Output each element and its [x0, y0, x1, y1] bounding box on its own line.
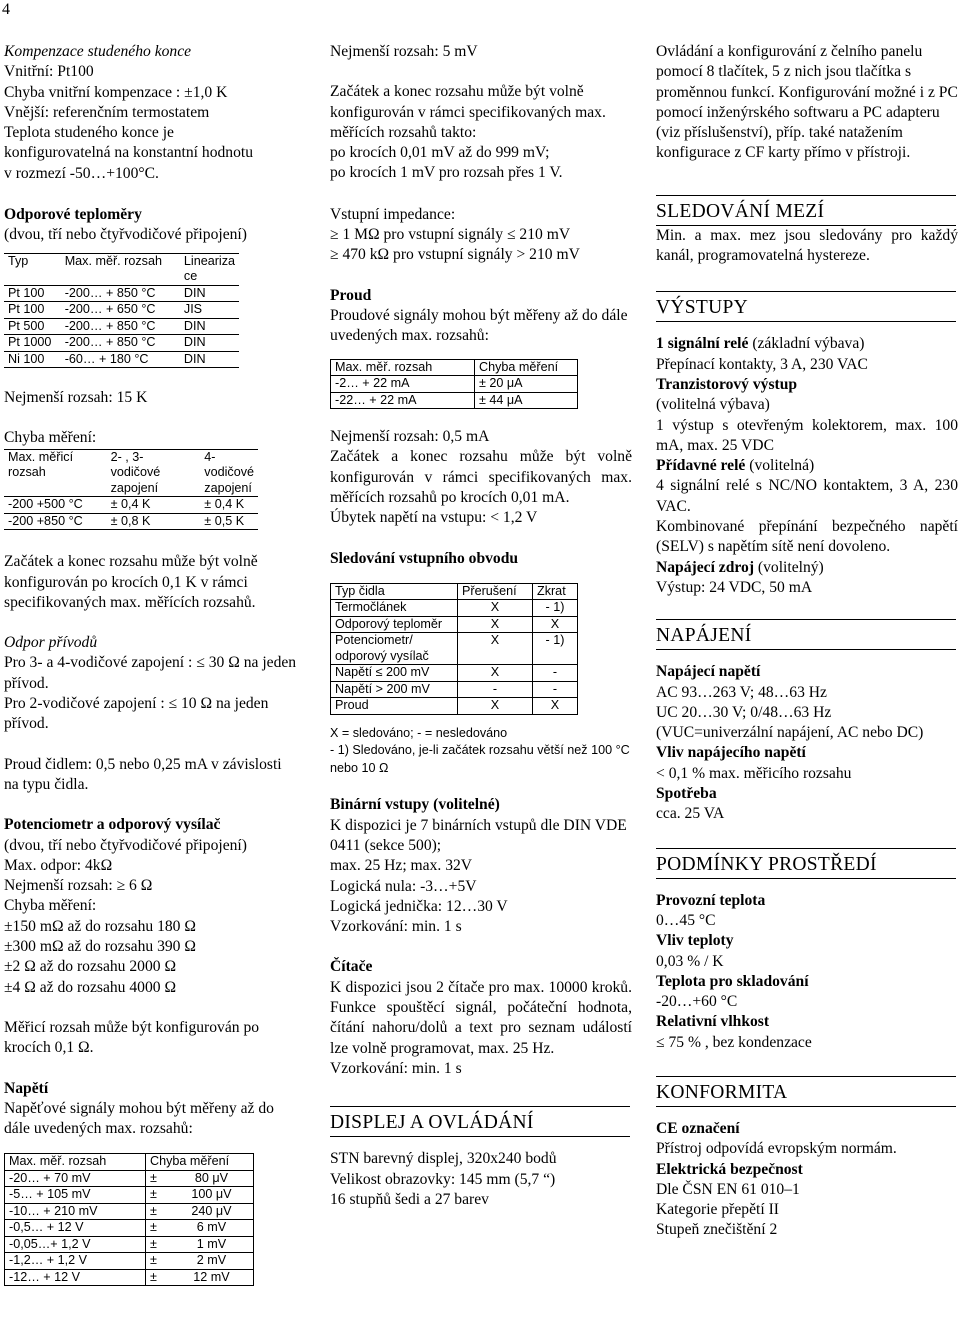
- table-cell: Napětí > 200 mV: [331, 681, 458, 698]
- table-cell: Potenciometr/ odporový vysílač: [331, 633, 458, 665]
- conformity-list: [656, 1119, 958, 1241]
- cjc-line: Chyba vnitřní kompenzace : ±1,0 K: [4, 83, 228, 101]
- env-item: [656, 992, 958, 1012]
- table-cell: Napětí ≤ 200 mV: [331, 665, 458, 682]
- term-value: -20…+60 °C: [656, 993, 738, 1011]
- heading-text: SLEDOVÁNÍ MEZÍ: [656, 200, 825, 222]
- output-item: [656, 578, 958, 598]
- pot-subtitle: (dvou, tří nebo čtyřvodičové připojení): [4, 836, 247, 854]
- table-cell: 12 mV: [170, 1269, 254, 1286]
- table-cell: Pt 100: [4, 302, 61, 319]
- term-label: Relativní vlhkost: [656, 1013, 770, 1031]
- volt-range-note: Začátek a konec rozsahu může být volně konfigurován v rámci specifikovaných max. měřících rozsahů takto:: [330, 83, 606, 141]
- table-cell: -60… + 180 °C: [61, 351, 180, 368]
- limits-heading: [656, 200, 958, 226]
- heading-text: PODMÍNKY PROSTŘEDÍ: [656, 853, 877, 875]
- env-item: [656, 952, 958, 972]
- conformity-item: [656, 1180, 958, 1200]
- table-cell: Pt 1000: [4, 335, 61, 352]
- table-row: [331, 633, 578, 665]
- table-cell: [4, 449, 107, 497]
- pot-line: ±300 mΩ až do rozsahu 390 Ω: [4, 938, 196, 956]
- table-cell: -10… + 210 mV: [5, 1203, 146, 1220]
- table-cell: ±: [146, 1236, 171, 1253]
- cjc-line: Vnitřní: Pt100: [4, 63, 94, 81]
- env-list: [656, 891, 958, 1053]
- env-item: [656, 1012, 958, 1032]
- table-cell: -200… + 850 °C: [61, 318, 180, 335]
- output-item: [656, 558, 958, 578]
- term-value: 0,03 % / K: [656, 952, 724, 970]
- heading-text: NAPÁJENÍ: [656, 625, 752, 647]
- env-item: [656, 911, 958, 931]
- header-part: Lineariza: [183, 253, 235, 268]
- header-part: 2- , 3-: [110, 449, 144, 464]
- volt-min-range: Nejmenší rozsah: 5 mV: [330, 43, 478, 60]
- volt-text: Napěťové signály mohou být měřeny až do dále uvedených max. rozsahů:: [4, 1099, 274, 1138]
- current-text: Proudové signály mohou být měřeny až do dále uvedených max. rozsahů:: [330, 306, 628, 345]
- term-label: 1 signální relé: [656, 335, 749, 353]
- power-item: [656, 804, 958, 824]
- table-cell: X: [458, 665, 533, 682]
- table-row: [5, 1187, 254, 1204]
- table-cell: ± 0,4 K: [200, 497, 258, 514]
- table-cell: 100 μV: [170, 1187, 254, 1204]
- rtd-error-table: [4, 449, 258, 531]
- table-cell: DIN: [180, 285, 239, 302]
- term-value: (volitelná): [745, 457, 815, 475]
- table-row: [4, 335, 239, 352]
- env-item: [656, 972, 958, 992]
- table-cell: DIN: [180, 318, 239, 335]
- table-cell: Max. měř. rozsah: [61, 253, 180, 285]
- conformity-item: [656, 1220, 958, 1240]
- conformity-item: [656, 1160, 958, 1180]
- table-cell: ±: [146, 1187, 171, 1204]
- term-value: UC 20…30 V; 0/48…63 Hz: [656, 703, 832, 721]
- binary-line: Logická jednička: 12…30 V: [330, 897, 508, 915]
- table-cell: -: [458, 681, 533, 698]
- term-label: Elektrická bezpečnost: [656, 1160, 803, 1178]
- table-cell: ±: [146, 1253, 171, 1270]
- table-cell: X: [458, 698, 533, 715]
- table-cell: 1 mV: [170, 1236, 254, 1253]
- term-label: Vliv napájecího napětí: [656, 744, 806, 762]
- table-row: [331, 665, 578, 682]
- term-value: (základní výbava): [748, 335, 865, 353]
- current-table: [330, 359, 578, 410]
- table-cell: Zkrat: [533, 583, 578, 600]
- header-part: Max. měřicí: [8, 449, 74, 464]
- column-middle: [330, 42, 632, 1210]
- power-heading: [656, 624, 958, 650]
- conformity-item: [656, 1119, 958, 1139]
- table-cell: Chyba měření: [475, 359, 578, 376]
- pot-note: Měřicí rozsah může být konfigurován po krocích 0,1 Ω.: [4, 1018, 260, 1057]
- table-cell: DIN: [180, 335, 239, 352]
- table-cell: X: [458, 616, 533, 633]
- power-item: [656, 764, 958, 784]
- monitor-footnote: - 1) Sledováno, je-li začátek rozsahu větší než 100 °C nebo 10 Ω: [330, 743, 630, 775]
- outputs-list: [656, 334, 958, 598]
- cjc-line: Teplota studeného konce je: [4, 124, 174, 142]
- cjc-title: Kompenzace studeného konce: [4, 43, 192, 60]
- counters-title: Čítače: [330, 958, 373, 976]
- table-cell: [180, 253, 239, 285]
- power-item: [656, 784, 958, 804]
- table-row: [4, 497, 258, 514]
- outputs-heading: [656, 296, 958, 322]
- rtd-min-range: Nejmenší rozsah: 15 K: [4, 389, 148, 407]
- power-item: [656, 662, 958, 682]
- sensor-current: Proud čidlem: 0,5 nebo 0,25 mA v závislosti na typu čidla.: [4, 755, 282, 793]
- cjc-line: Vnější: referenčním termostatem: [4, 103, 210, 121]
- table-cell: -200… + 650 °C: [61, 302, 180, 319]
- pot-line: ±4 Ω až do rozsahu 4000 Ω: [4, 978, 177, 996]
- conformity-item: [656, 1200, 958, 1220]
- table-cell: Pt 500: [4, 318, 61, 335]
- conformity-heading: [656, 1081, 958, 1107]
- table-cell: 2 mV: [170, 1253, 254, 1270]
- table-cell: -200 +500 °C: [4, 497, 107, 514]
- heading-text: VÝSTUPY: [656, 297, 749, 319]
- binary-line: Logická nula: -3…+5V: [330, 877, 477, 895]
- table-row: [331, 392, 578, 409]
- table-header-row: [331, 583, 578, 600]
- table-cell: Typ čidla: [331, 583, 458, 600]
- table-cell: ±: [146, 1170, 171, 1187]
- counters-text: K dispozici jsou 2 čítače pro max. 10000 kroků. Funkce spouštěcí signál, počáteční hodnota, čítání nahoru/dolů a text pro seznam událostí lze volně programovat, max. 25 Hz.: [330, 978, 632, 1057]
- term-value: (volitelný): [754, 558, 824, 576]
- table-cell: 80 μV: [170, 1170, 254, 1187]
- term-value: < 0,1 % max. měřicího rozsahu: [656, 764, 852, 782]
- display-line: Velikost obrazovky: 145 mm (5,7 “): [330, 1170, 556, 1188]
- output-item: [656, 375, 958, 395]
- table-cell: -22… + 22 mA: [331, 392, 475, 409]
- table-cell: Ni 100: [4, 351, 61, 368]
- table-header-row: [4, 449, 258, 497]
- header-part: 4-vodičové: [204, 449, 255, 480]
- volt-step: po krocích 1 mV pro rozsah přes 1 V.: [330, 164, 563, 182]
- term-value: Kombinované přepínání bezpečného napětí (SELV) s napětím sítě není dovoleno.: [656, 518, 958, 556]
- table-row: [331, 681, 578, 698]
- table-cell: Proud: [331, 698, 458, 715]
- table-cell: [200, 449, 258, 497]
- table-cell: X: [458, 633, 533, 665]
- current-range-note: Začátek a konec rozsahu může být volně konfigurován v rámci specifikovaných max. měřících rozsahů po krocích 0,01 mA.: [330, 448, 632, 506]
- header-part: vodičové: [110, 465, 161, 480]
- table-cell: ±: [146, 1203, 171, 1220]
- table-row: [4, 513, 258, 530]
- table-cell: -5… + 105 mV: [5, 1187, 146, 1204]
- table-row: [331, 600, 578, 617]
- power-item: [656, 723, 958, 743]
- heading-text: KONFORMITA: [656, 1081, 788, 1103]
- term-label: Vliv teploty: [656, 932, 734, 950]
- env-item: [656, 1033, 958, 1053]
- table-cell: JIS: [180, 302, 239, 319]
- term-value: ≤ 75 % , bez kondenzace: [656, 1033, 812, 1051]
- conformity-item: [656, 1139, 958, 1159]
- lead-title: Odpor přívodů: [4, 634, 98, 652]
- table-row: [4, 285, 239, 302]
- table-cell: X: [533, 698, 578, 715]
- page-number: 4: [2, 1, 10, 18]
- output-item: [656, 476, 958, 517]
- table-row: [4, 302, 239, 319]
- term-value: AC 93…263 V; 48…63 Hz: [656, 683, 827, 701]
- limits-text: Min. a max. mez jsou sledovány pro každý kanál, programovatelná hystereze.: [656, 226, 958, 265]
- table-cell: Typ: [4, 253, 61, 285]
- term-value: Přístroj odpovídá evropským normám.: [656, 1140, 897, 1158]
- header-part: zapojení: [204, 480, 252, 495]
- volt-title: Napětí: [4, 1079, 49, 1097]
- impedance-line: ≥ 1 MΩ pro vstupní signály ≤ 210 mV: [330, 226, 571, 244]
- env-item: [656, 891, 958, 911]
- current-drop: Úbytek napětí na vstupu: < 1,2 V: [330, 509, 538, 527]
- term-value: cca. 25 VA: [656, 805, 725, 823]
- term-label: Spotřeba: [656, 785, 717, 803]
- term-label: Napájecí zdroj: [656, 558, 755, 576]
- output-item: [656, 355, 958, 375]
- table-cell: Max. měř. rozsah: [5, 1154, 146, 1171]
- table-cell: ±: [146, 1269, 171, 1286]
- table-row: [5, 1269, 254, 1286]
- table-row: [5, 1170, 254, 1187]
- binary-title: Binární vstupy (volitelné): [330, 796, 500, 814]
- term-value: Stupeň znečištění 2: [656, 1221, 778, 1239]
- table-cell: -0,5… + 12 V: [5, 1220, 146, 1237]
- lead-line: Pro 2-vodičové zapojení : ≤ 10 Ω na jeden přívod.: [4, 695, 269, 733]
- table-header-row: [4, 253, 239, 285]
- term-value: 0…45 °C: [656, 911, 716, 929]
- table-row: [5, 1203, 254, 1220]
- cjc-line: konfigurovatelná na konstantní hodnotu: [4, 144, 254, 162]
- binary-line: max. 25 Hz; max. 32V: [330, 857, 473, 875]
- pot-line: Chyba měření:: [4, 897, 97, 915]
- display-heading: [330, 1111, 632, 1137]
- table-cell: ± 0,8 K: [107, 513, 201, 530]
- table-cell: Max. měř. rozsah: [331, 359, 475, 376]
- term-value: (volitelná výbava): [656, 396, 770, 414]
- display-line: 16 stupňů šedi a 27 barev: [330, 1190, 489, 1208]
- rtd-title: Odporové teploměry: [4, 206, 142, 224]
- output-item: [656, 456, 958, 476]
- table-cell: -1,2… + 1,2 V: [5, 1253, 146, 1270]
- lead-line: Pro 3- a 4-vodičové zapojení : ≤ 30 Ω na jeden přívod.: [4, 654, 297, 692]
- rtd-subtitle: (dvou, tří nebo čtyřvodičové připojení): [4, 226, 247, 244]
- term-label: Teplota pro skladování: [656, 972, 809, 990]
- impedance-title: Vstupní impedance:: [330, 205, 456, 223]
- volt-step: po krocích 0,01 mV až do 999 mV;: [330, 144, 550, 162]
- table-cell: ± 44 μA: [475, 392, 578, 409]
- term-label: Přídavné relé: [656, 457, 746, 475]
- term-value: 4 signální relé s NC/NO kontaktem, 3 A, 230 VAC.: [656, 477, 958, 515]
- table-cell: -200… + 850 °C: [61, 285, 180, 302]
- table-row: [331, 616, 578, 633]
- pot-title: Potenciometr a odporový vysílač: [4, 816, 221, 834]
- cjc-line: v rozmezí -50…+100°C.: [4, 164, 159, 182]
- table-cell: - 1): [533, 600, 578, 617]
- display-line: STN barevný displej, 320x240 bodů: [330, 1150, 557, 1168]
- table-row: [5, 1236, 254, 1253]
- table-cell: X: [533, 616, 578, 633]
- rtd-range-note: Začátek a konec rozsahu může být volně konfigurován po krocích 0,1 K v rámci specifikovaných max. měřících rozsahů.: [4, 553, 258, 611]
- table-cell: ± 20 μA: [475, 376, 578, 393]
- binary-line: K dispozici je 7 binárních vstupů dle DIN VDE 0411 (sekce 500);: [330, 816, 627, 854]
- env-heading: [656, 853, 958, 879]
- term-label: CE označení: [656, 1119, 740, 1137]
- table-row: [4, 351, 239, 368]
- table-header-row: [5, 1154, 254, 1171]
- counters-sampling: Vzorkování: min. 1 s: [330, 1059, 462, 1077]
- current-title: Proud: [330, 286, 372, 304]
- header-part: ce: [183, 269, 198, 284]
- power-item: [656, 683, 958, 703]
- pot-line: Nejmenší rozsah: ≥ 6 Ω: [4, 877, 153, 895]
- table-cell: -20… + 70 mV: [5, 1170, 146, 1187]
- column-left: [4, 42, 300, 1286]
- term-label: Tranzistorový výstup: [656, 375, 798, 393]
- impedance-line: ≥ 470 kΩ pro vstupní signály > 210 mV: [330, 246, 580, 264]
- binary-line: Vzorkování: min. 1 s: [330, 918, 462, 936]
- output-item: [656, 334, 958, 354]
- table-row: [331, 376, 578, 393]
- table-cell: 240 μV: [170, 1203, 254, 1220]
- term-value: (VUC=univerzální napájení, AC nebo DC): [656, 724, 924, 742]
- table-cell: [107, 449, 201, 497]
- heading-text: DISPLEJ A OVLÁDÁNÍ: [330, 1112, 534, 1134]
- pot-line: ±150 mΩ až do rozsahu 180 Ω: [4, 917, 196, 935]
- power-list: [656, 662, 958, 824]
- term-value: Výstup: 24 VDC, 50 mA: [656, 578, 813, 596]
- table-header-row: [331, 359, 578, 376]
- table-cell: Přerušení: [458, 583, 533, 600]
- table-cell: 6 mV: [170, 1220, 254, 1237]
- rtd-error-label: Chyba měření:: [4, 429, 97, 447]
- output-item: [656, 416, 958, 457]
- table-cell: Pt 100: [4, 285, 61, 302]
- env-item: [656, 931, 958, 951]
- table-cell: X: [458, 600, 533, 617]
- table-cell: DIN: [180, 351, 239, 368]
- power-item: [656, 743, 958, 763]
- monitor-table: [330, 583, 578, 715]
- term-value: Kategorie přepětí II: [656, 1201, 779, 1219]
- output-item: [656, 395, 958, 415]
- current-min-range: Nejmenší rozsah: 0,5 mA: [330, 428, 490, 446]
- pot-line: Max. odpor: 4kΩ: [4, 856, 113, 874]
- term-value: Přepínací kontakty, 3 A, 230 VAC: [656, 355, 868, 373]
- output-item: [656, 517, 958, 558]
- table-cell: -2… + 22 mA: [331, 376, 475, 393]
- monitor-title: Sledování vstupního obvodu: [330, 549, 519, 567]
- volt-table: [4, 1153, 254, 1286]
- table-cell: Odporový teploměr: [331, 616, 458, 633]
- table-cell: ±: [146, 1220, 171, 1237]
- header-part: zapojení: [110, 480, 159, 495]
- table-cell: Termočlánek: [331, 600, 458, 617]
- table-row: [5, 1253, 254, 1270]
- table-cell: -0,05…+ 1,2 V: [5, 1236, 146, 1253]
- table-cell: ± 0,5 K: [200, 513, 258, 530]
- term-value: Dle ČSN EN 61 010–1: [656, 1180, 800, 1198]
- header-part: rozsah: [8, 465, 46, 480]
- control-text: Ovládání a konfigurování z čelního panelu pomocí 8 tlačítek, 5 z nich jsou tlačítka s proměnnou funkcí. Konfigurování možné i z PC pomocí inženýrského softwaru a PC adapteru (viz příslušenství), příp. také natažením konfigurace z CF karty přímo v přístroji.: [656, 43, 958, 162]
- table-cell: Chyba měření: [146, 1154, 254, 1171]
- power-item: [656, 703, 958, 723]
- table-cell: ± 0,4 K: [107, 497, 201, 514]
- table-row: [331, 698, 578, 715]
- monitor-legend: X = sledováno; - = nesledováno: [330, 725, 508, 740]
- pot-line: ±2 Ω až do rozsahu 2000 Ω: [4, 958, 177, 976]
- table-cell: -200 +850 °C: [4, 513, 107, 530]
- table-cell: - 1): [533, 633, 578, 665]
- rtd-table: [4, 253, 239, 369]
- column-right: [656, 42, 958, 1241]
- table-cell: -12… + 12 V: [5, 1269, 146, 1286]
- table-row: [4, 318, 239, 335]
- term-label: Provozní teplota: [656, 891, 766, 909]
- table-row: [5, 1220, 254, 1237]
- table-cell: -200… + 850 °C: [61, 335, 180, 352]
- term-label: Napájecí napětí: [656, 663, 761, 681]
- term-value: 1 výstup s otevřeným kolektorem, max. 100 mA, max. 25 VDC: [656, 416, 958, 454]
- table-cell: -: [533, 665, 578, 682]
- table-cell: -: [533, 681, 578, 698]
